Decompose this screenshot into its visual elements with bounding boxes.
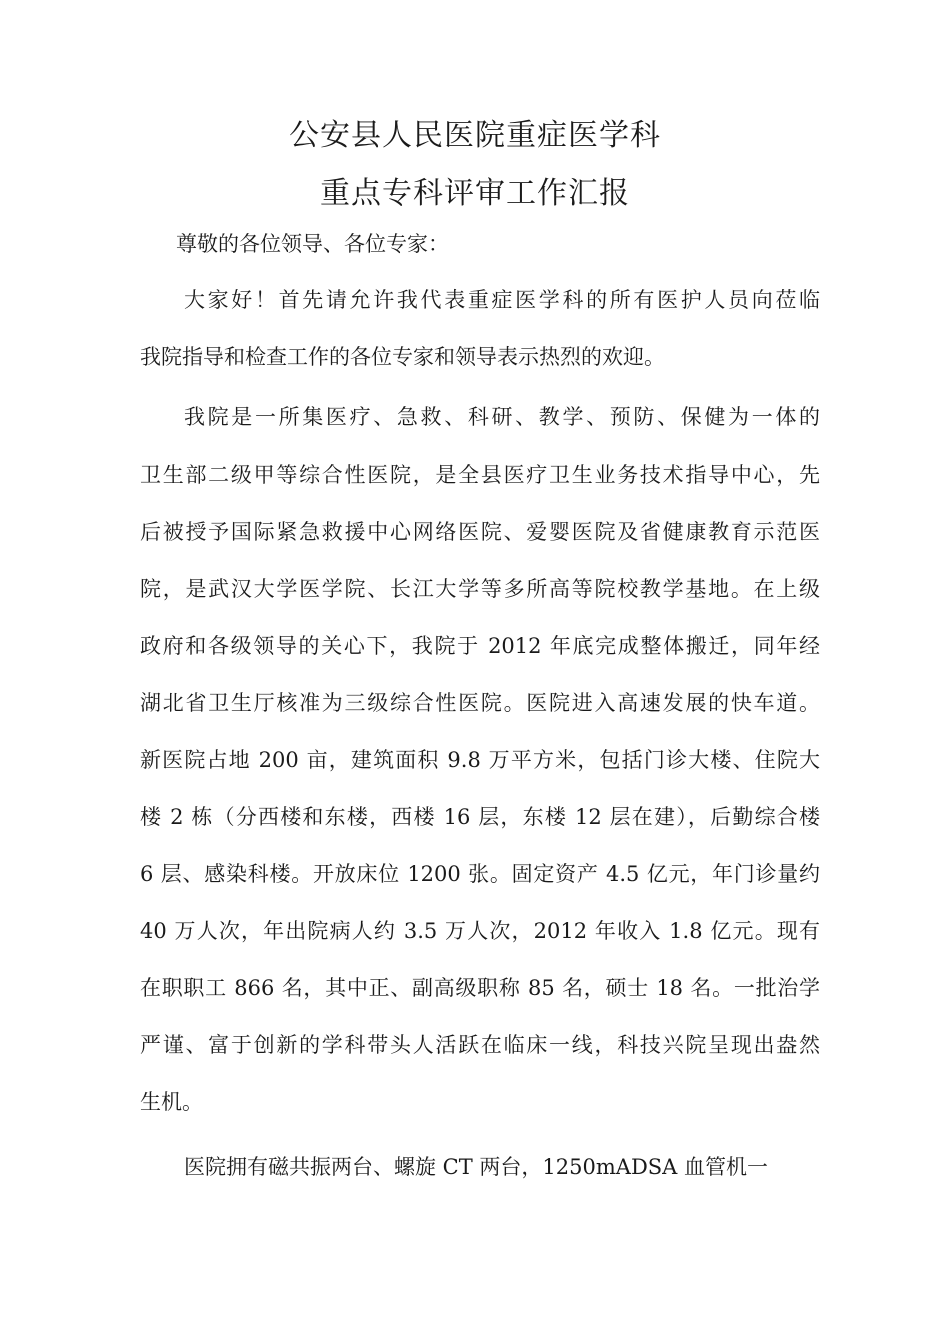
paragraph-2-line-4: 院，是武汉大学医学院、长江大学等多所高等院校教学基地。在上级: [140, 577, 820, 601]
paragraph-2-line-3: 后被授予国际紧急救援中心网络医院、爱婴医院及省健康教育示范医: [140, 520, 820, 544]
document-title-line2: 重点专科评审工作汇报: [320, 176, 630, 211]
paragraph-3-line-1: 医院拥有磁共振两台、螺旋 CT 两台，1250mADSA 血管机一: [184, 1155, 769, 1179]
paragraph-2-line-5: 政府和各级领导的关心下，我院于 2012 年底完成整体搬迁，同年经: [140, 634, 820, 658]
paragraph-2-line-1: 我院是一所集医疗、急救、科研、教学、预防、保健为一体的: [184, 405, 820, 429]
paragraph-2-line-2: 卫生部二级甲等综合性医院，是全县医疗卫生业务技术指导中心，先: [140, 463, 820, 487]
paragraph-2-line-8: 楼 2 栋（分西楼和东楼，西楼 16 层，东楼 12 层在建），后勤综合楼: [140, 805, 820, 829]
paragraph-2-line-9: 6 层、感染科楼。开放床位 1200 张。固定资产 4.5 亿元，年门诊量约: [140, 862, 820, 886]
paragraph-2-line-7: 新医院占地 200 亩，建筑面积 9.8 万平方米，包括门诊大楼、住院大: [140, 748, 820, 772]
salutation: 尊敬的各位领导、各位专家：: [176, 232, 449, 256]
paragraph-2-line-12: 严谨、富于创新的学科带头人活跃在临床一线，科技兴院呈现出盎然: [140, 1033, 820, 1057]
paragraph-2-line-6: 湖北省卫生厅核准为三级综合性医院。医院进入高速发展的快车道。: [140, 691, 820, 715]
paragraph-2-line-13: 生机。: [140, 1090, 203, 1114]
paragraph-2-line-10: 40 万人次，年出院病人约 3.5 万人次，2012 年收入 1.8 亿元。现有: [140, 919, 820, 943]
paragraph-1-line-2: 我院指导和检查工作的各位专家和领导表示热烈的欢迎。: [140, 345, 665, 369]
document-title-line1: 公安县人民医院重症医学科: [289, 118, 661, 153]
paragraph-1-line-1: 大家好！首先请允许我代表重症医学科的所有医护人员向莅临: [184, 288, 820, 312]
paragraph-2-line-11: 在职职工 866 名，其中正、副高级职称 85 名，硕士 18 名。一批治学: [140, 976, 820, 1000]
